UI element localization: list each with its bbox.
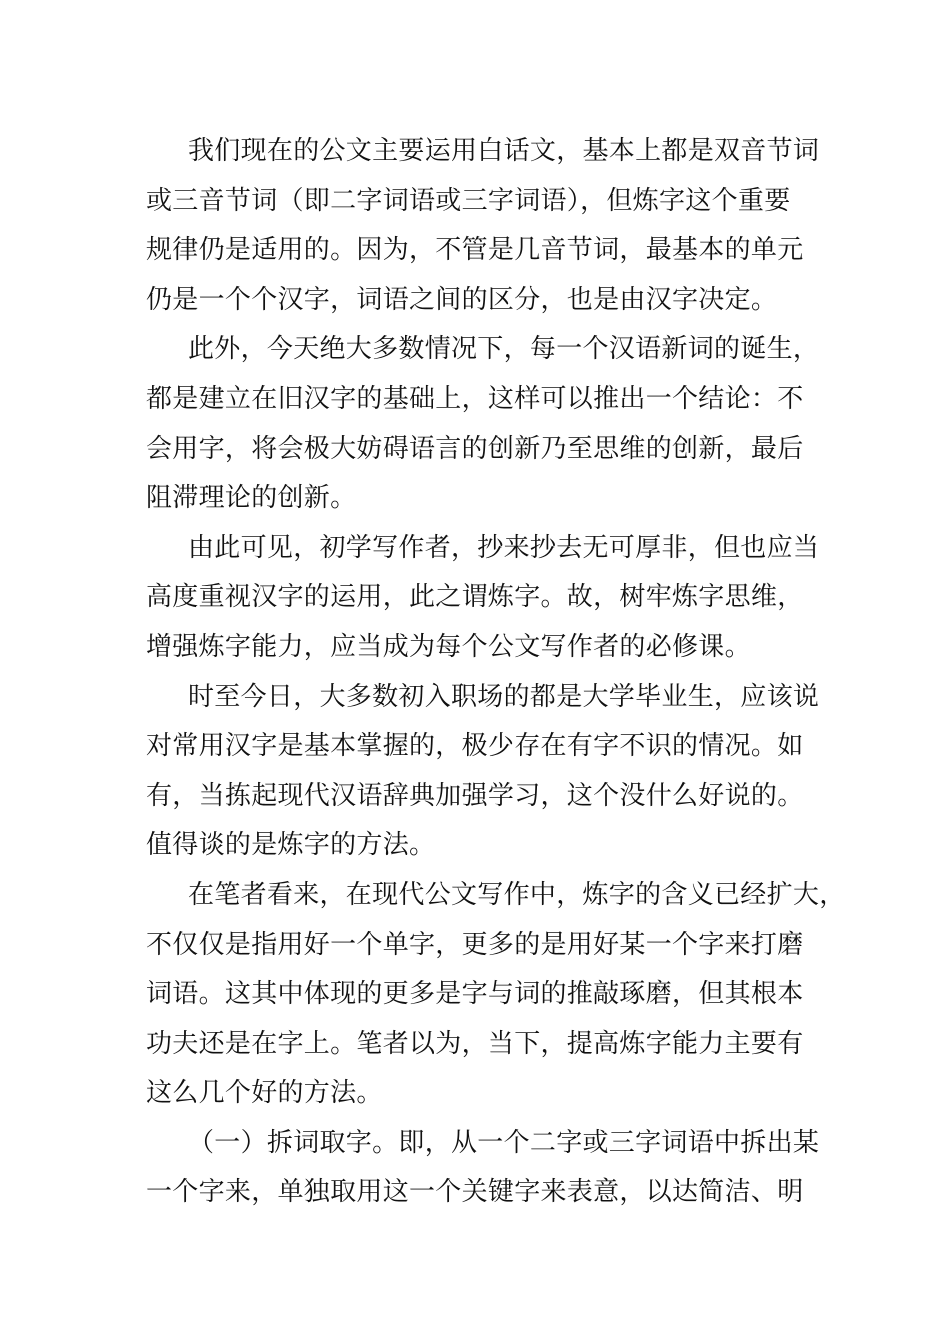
text-line: 规律仍是适用的。因为，不管是几音节词，最基本的单元 [146, 235, 804, 266]
text-line: 高度重视汉字的运用，此之谓炼字。故，树牢炼字思维， [146, 582, 804, 613]
text-line: 时至今日，大多数初入职场的都是大学毕业生，应该说 [188, 681, 820, 712]
text-line: 都是建立在旧汉字的基础上，这样可以推出一个结论：不 [146, 383, 804, 414]
text-line: 有，当拣起现代汉语辞典加强学习，这个没什么好说的。 [146, 780, 804, 811]
body-text [146, 127, 846, 1218]
text-line: 词语。这其中体现的更多是字与词的推敲琢磨，但其根本 [146, 979, 804, 1010]
text-line: 这么几个好的方法。 [146, 1078, 383, 1109]
text-line: 会用字，将会极大妨碍语言的创新乃至思维的创新，最后 [146, 433, 804, 464]
text-line: 不仅仅是指用好一个单字，更多的是用好某一个字来打磨 [146, 929, 804, 960]
text-line: 或三音节词（即二字词语或三字词语），但炼字这个重要 [146, 185, 791, 216]
text-line: 功夫还是在字上。笔者以为，当下，提高炼字能力主要有 [146, 1028, 804, 1059]
text-line: 增强炼字能力，应当成为每个公文写作者的必修课。 [146, 631, 751, 662]
text-line: 我们现在的公文主要运用白话文，基本上都是双音节词 [188, 136, 820, 166]
text-line: 由此可见，初学写作者，抄来抄去无可厚非，但也应当 [188, 532, 820, 563]
text-line: 阻滞理论的创新。 [146, 483, 357, 514]
text-line: 此外，今天绝大多数情况下，每一个汉语新词的诞生， [188, 334, 820, 365]
text-line: 对常用汉字是基本掌握的，极少存在有字不识的情况。如 [146, 731, 804, 762]
text-line: 一个字来，单独取用这一个关键字来表意，以达简洁、明 [146, 1177, 804, 1208]
text-line: 在笔者看来，在现代公文写作中，炼字的含义已经扩大， [188, 879, 846, 910]
text-line: 值得谈的是炼字的方法。 [146, 830, 436, 861]
text-line: （一）拆词取字。即，从一个二字或三字词语中拆出某 [188, 1127, 820, 1158]
text-line: 仍是一个个汉字，词语之间的区分，也是由汉字决定。 [146, 284, 778, 315]
